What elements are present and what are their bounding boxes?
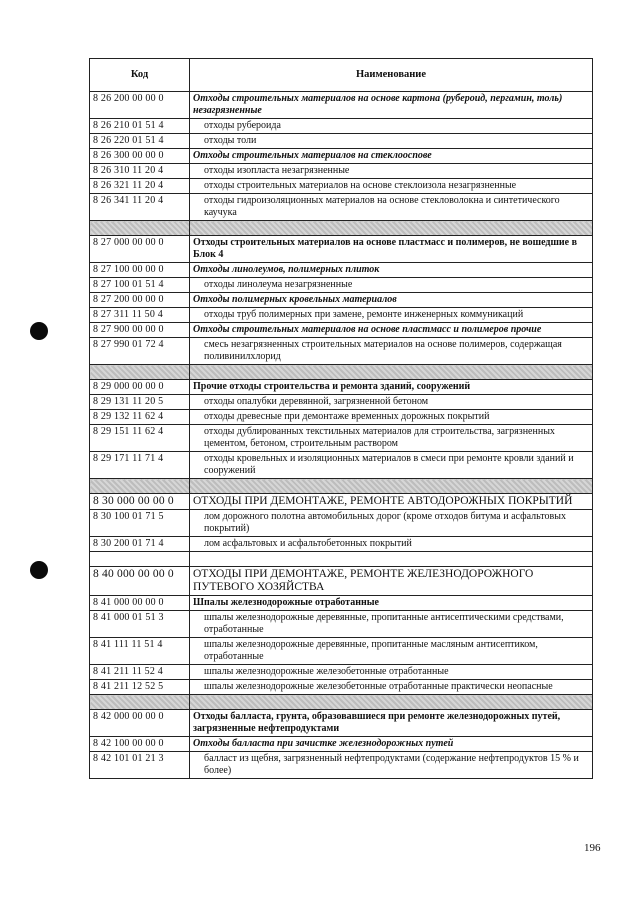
name-cell: ОТХОДЫ ПРИ ДЕМОНТАЖЕ, РЕМОНТЕ ЖЕЛЕЗНОДОРОЖНОГО ПУТЕВОГО ХОЗЯЙСТВА [190,567,593,596]
table-row [90,611,593,638]
table-row [90,338,593,365]
name-cell: шпалы железнодорожные деревянные, пропитанные масляным антисептиком, отработанные [190,638,593,665]
table-row [90,293,593,308]
table-row [90,737,593,752]
table-row [90,752,593,779]
code-cell: 8 41 211 11 52 4 [90,665,190,680]
name-cell: Отходы строительных материалов на стеклоосnове [190,149,593,164]
code-column-header: Код [90,59,190,92]
code-cell: 8 26 210 01 51 4 [90,119,190,134]
name-cell [190,695,593,710]
name-cell [190,552,593,567]
name-cell: Шпалы железнодорожные отработанные [190,596,593,611]
code-cell: 8 27 100 00 00 0 [90,263,190,278]
table-row [90,134,593,149]
table-row [90,278,593,293]
code-cell [90,479,190,494]
code-cell: 8 40 000 00 00 0 [90,567,190,596]
code-cell: 8 27 311 11 50 4 [90,308,190,323]
code-cell: 8 29 000 00 00 0 [90,380,190,395]
table-row [90,119,593,134]
code-cell [90,221,190,236]
name-cell: Отходы линолеумов, полимерных плиток [190,263,593,278]
table-row [90,596,593,611]
table-row [90,263,593,278]
code-cell: 8 29 171 11 71 4 [90,452,190,479]
name-cell: лом асфальтовых и асфальтобетонных покрытий [190,537,593,552]
code-cell: 8 41 000 01 51 3 [90,611,190,638]
table-row [90,380,593,395]
code-cell: 8 42 000 00 00 0 [90,710,190,737]
table-row [90,452,593,479]
code-cell: 8 41 000 00 00 0 [90,596,190,611]
code-cell [90,365,190,380]
name-cell [190,365,593,380]
code-cell: 8 26 341 11 20 4 [90,194,190,221]
table-row [90,164,593,179]
table-row [90,567,593,596]
code-cell: 8 26 300 00 00 0 [90,149,190,164]
code-cell: 8 27 200 00 00 0 [90,293,190,308]
name-cell: лом дорожного полотна автомобильных дорог (кроме отходов битума и асфальтовых покрытий) [190,510,593,537]
table-row [90,308,593,323]
blank-row [90,552,593,567]
name-cell: отходы дублированных текстильных материалов для строительства, загрязненных цементом, бетоном, строительным раствором [190,425,593,452]
name-cell: шпалы железнодорожные железобетонные отработанные [190,665,593,680]
table-row [90,92,593,119]
name-cell: смесь незагрязненных строительных материалов на основе полимеров, содержащая поливинилхлорид [190,338,593,365]
name-cell: отходы гидроизоляционных материалов на основе стекловолокна и синтетического каучука [190,194,593,221]
code-cell: 8 29 151 11 62 4 [90,425,190,452]
code-cell: 8 27 100 01 51 4 [90,278,190,293]
separator-row [90,365,593,380]
table-row [90,680,593,695]
name-cell: Отходы балласта, грунта, образовавшиеся при ремонте железнодорожных путей, загрязненные нефтепродуктами [190,710,593,737]
table-row [90,494,593,510]
name-cell: Прочие отходы строительства и ремонта зданий, сооружений [190,380,593,395]
name-cell: отходы линолеума незагрязненные [190,278,593,293]
table-row [90,149,593,164]
table-row [90,537,593,552]
name-column-header: Наименование [190,59,593,92]
code-cell [90,695,190,710]
separator-row [90,221,593,236]
code-cell: 8 30 100 01 71 5 [90,510,190,537]
table-row [90,510,593,537]
name-cell: Отходы балласта при зачистке железнодорожных путей [190,737,593,752]
code-cell: 8 27 900 00 00 0 [90,323,190,338]
code-cell: 8 42 100 00 00 0 [90,737,190,752]
code-cell: 8 30 200 01 71 4 [90,537,190,552]
table-row [90,638,593,665]
code-cell: 8 41 211 12 52 5 [90,680,190,695]
punch-hole [30,561,48,579]
name-cell [190,221,593,236]
punch-hole [30,322,48,340]
name-cell: отходы кровельных и изоляционных материалов в смеси при ремонте кровли зданий и сооружений [190,452,593,479]
table-header-row [90,59,593,92]
code-cell [90,552,190,567]
name-cell: Отходы строительных материалов на основе картона (рубероид, пергамин, толь) незагрязненные [190,92,593,119]
name-cell: отходы рубероида [190,119,593,134]
code-cell: 8 41 111 11 51 4 [90,638,190,665]
name-cell: отходы опалубки деревянной, загрязненной бетоном [190,395,593,410]
separator-row [90,479,593,494]
name-cell: ОТХОДЫ ПРИ ДЕМОНТАЖЕ, РЕМОНТЕ АВТОДОРОЖНЫХ ПОКРЫТИЙ [190,494,593,510]
name-cell: Отходы строительных материалов на основе пластмасс и полимеров прочие [190,323,593,338]
code-cell: 8 26 220 01 51 4 [90,134,190,149]
name-cell: Отходы полимерных кровельных материалов [190,293,593,308]
name-cell: шпалы железнодорожные железобетонные отработанные практически неопасные [190,680,593,695]
table-row [90,323,593,338]
code-cell: 8 29 132 11 62 4 [90,410,190,425]
code-cell: 8 42 101 01 21 3 [90,752,190,779]
name-cell: Отходы строительных материалов на основе пластмасс и полимеров, не вошедшие в Блок 4 [190,236,593,263]
table-row [90,425,593,452]
name-cell: отходы изопласта незагрязненные [190,164,593,179]
table-body [90,92,593,779]
table-row [90,410,593,425]
name-cell: отходы труб полимерных при замене, ремонте инженерных коммуникаций [190,308,593,323]
name-cell: балласт из щебня, загрязненный нефтепродуктами (содержание нефтепродуктов 15 % и более) [190,752,593,779]
table-row [90,179,593,194]
table-row [90,236,593,263]
code-cell: 8 29 131 11 20 5 [90,395,190,410]
table-row [90,395,593,410]
separator-row [90,695,593,710]
table-row [90,194,593,221]
table-row [90,710,593,737]
waste-code-table [89,58,593,779]
code-cell: 8 26 310 11 20 4 [90,164,190,179]
name-cell: отходы строительных материалов на основе стеклоизола незагрязненные [190,179,593,194]
code-cell: 8 27 000 00 00 0 [90,236,190,263]
table-row [90,665,593,680]
name-cell [190,479,593,494]
page-number: 196 [584,842,601,854]
code-cell: 8 30 000 00 00 0 [90,494,190,510]
name-cell: шпалы железнодорожные деревянные, пропитанные антисептическими средствами, отработанные [190,611,593,638]
code-cell: 8 27 990 01 72 4 [90,338,190,365]
name-cell: отходы древесные при демонтаже временных дорожных покрытий [190,410,593,425]
name-cell: отходы толи [190,134,593,149]
code-cell: 8 26 321 11 20 4 [90,179,190,194]
code-cell: 8 26 200 00 00 0 [90,92,190,119]
